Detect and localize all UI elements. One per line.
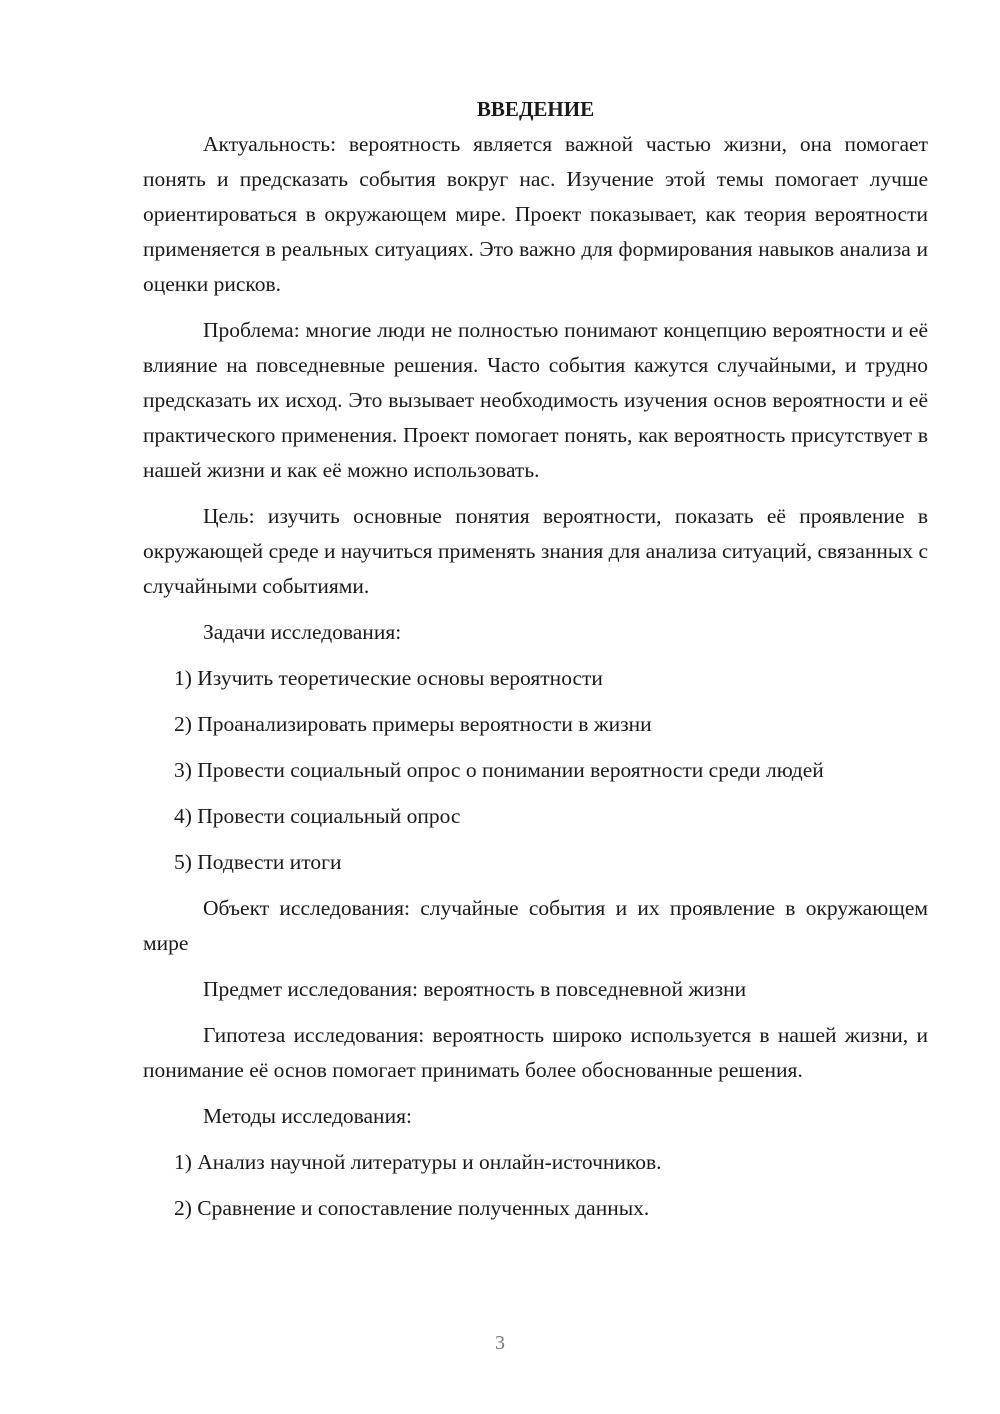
subject-paragraph: Предмет исследования: вероятность в повседневной жизни xyxy=(203,977,747,1001)
page-number: 3 xyxy=(495,1332,505,1354)
tasks-heading: Задачи исследования: xyxy=(203,620,402,644)
object-paragraph: Объект исследования: случайные события и их проявление в окружающем мире xyxy=(143,896,928,955)
methods-list xyxy=(143,1145,928,1226)
page-title: ВВЕДЕНИЕ xyxy=(476,97,595,121)
list-item: 1) Анализ научной литературы и онлайн-источников. xyxy=(174,1150,662,1174)
list-item: 1) Изучить теоретические основы вероятности xyxy=(174,666,603,690)
goal-paragraph: Цель: изучить основные понятия вероятности, показать её проявление в окружающей среде и научиться применять знания для анализа ситуаций, связанных с случайными событиями. xyxy=(143,504,928,598)
document-page xyxy=(143,92,928,1237)
list-item: 3) Провести социальный опрос о понимании вероятности среди людей xyxy=(174,758,824,782)
problem-paragraph: Проблема: многие люди не полностью понимают концепцию вероятности и её влияние на повседневные решения. Часто события кажутся случайными, и трудно предсказать их исход. Это вызывает необходимость изучения основ вероятности и её практического применения. Проект помогает понять, как вероятность присутствует в нашей жизни и как её можно использовать. xyxy=(143,318,928,482)
relevance-paragraph: Актуальность: вероятность является важной частью жизни, она помогает понять и предсказать события вокруг нас. Изучение этой темы помогает лучше ориентироваться в окружающем мире. Проект показывает, как теория вероятности применяется в реальных ситуациях. Это важно для формирования навыков анализа и оценки рисков. xyxy=(143,132,928,296)
list-item: 4) Провести социальный опрос xyxy=(174,804,461,828)
list-item: 2) Сравнение и сопоставление полученных данных. xyxy=(174,1196,650,1220)
methods-heading: Методы исследования: xyxy=(203,1104,412,1128)
tasks-list xyxy=(143,661,928,880)
list-item: 5) Подвести итоги xyxy=(174,850,342,874)
list-item: 2) Проанализировать примеры вероятности в жизни xyxy=(174,712,652,736)
hypothesis-paragraph: Гипотеза исследования: вероятность широко используется в нашей жизни, и понимание её основ помогает принимать более обоснованные решения. xyxy=(143,1023,928,1082)
